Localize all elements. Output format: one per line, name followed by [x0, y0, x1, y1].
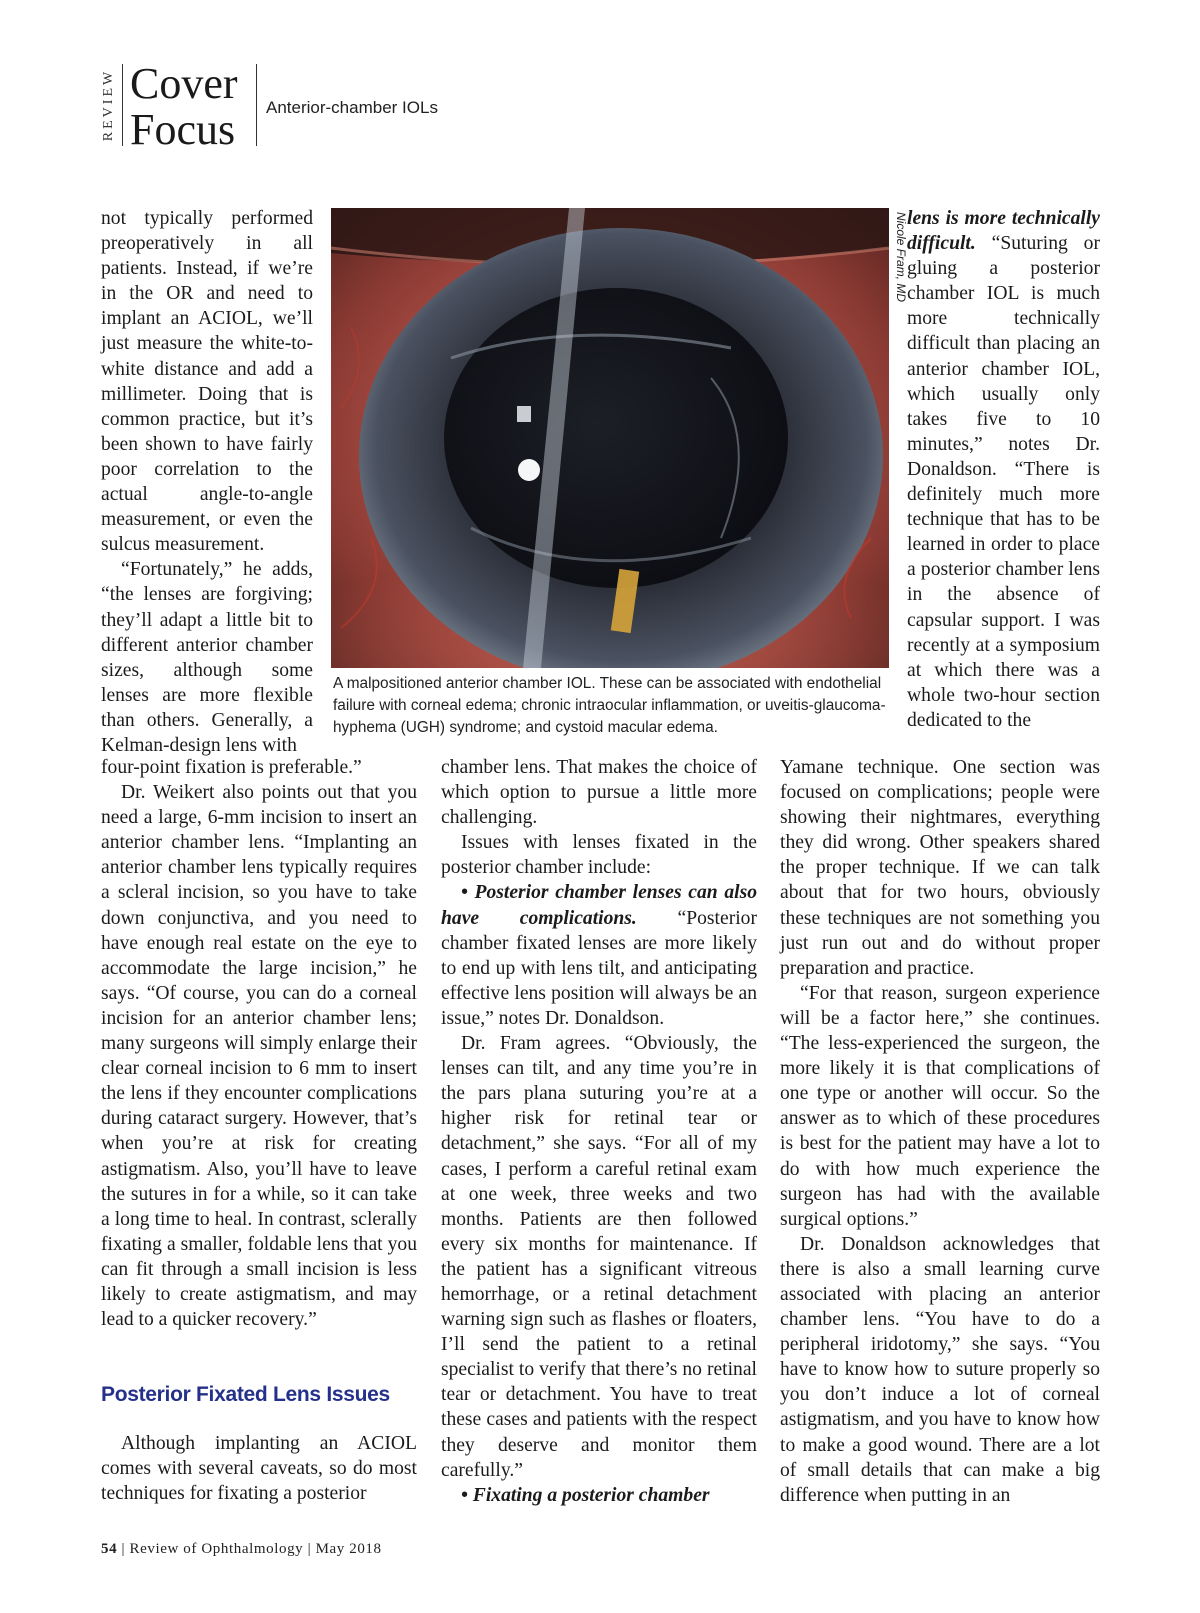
bullet-paragraph — [441, 1483, 757, 1508]
header-divider-left — [122, 64, 123, 146]
header-divider-right — [256, 64, 257, 146]
paragraph: four-point fixation is preferable.” — [101, 757, 362, 778]
paragraph: chamber lens. That makes the choice of which option to pursue a little more challenging. — [441, 757, 757, 829]
bullet-heading: • Fixating a posterior chamber — [461, 1484, 710, 1506]
paragraph: Dr. Donaldson acknowledges that there is also a small learning curve associated with placing an anterior chamber lens. “You have to do a peripheral iridotomy,” she says. “You have to know how to suture properly so you don’t induce a lot of corneal astigmatism, and you have to know how to make a good wound. There are a lot of small details that can make a big difference when putting in an — [780, 1233, 1100, 1506]
paragraph: Although implanting an ACIOL comes with several caveats, so do most techniques for fixating a posterior — [101, 1433, 417, 1505]
cover-title: Cover — [130, 59, 238, 108]
column-3-main — [780, 755, 1100, 1508]
focus-title: Focus — [130, 105, 236, 154]
page-number: 54 — [101, 1541, 118, 1557]
bullet-heading: • Posterior chamber lenses can also have complications. — [441, 882, 757, 929]
eye-photo — [331, 208, 889, 668]
paragraph: Issues with lenses fixated in the posterior chamber include: — [441, 832, 757, 879]
section-label-text: REVIEW — [101, 68, 116, 142]
paragraph: Dr. Weikert also points out that you need a large, 6-mm incision to insert an anterior chamber lens. “Implanting an anterior chamber lens typically requires a scleral incision, so you have to take down conjunctiva, and you need to have enough real estate on the eye to accommodate the large incision,” he says. “Of course, you can do a corneal incision for an anterior chamber lens; many surgeons will simply enlarge their clear corneal incision to 6 mm to insert the lens if they encounter complications during cataract surgery. However, that’s when you’re at risk for creating astigmatism. Also, you’ll have to leave the sutures in for a while, so it can take a long time to heal. In contrast, sclerally fixating a smaller, foldable lens that you can fit through a small incision is less likely to create astigmatism, and may lead to a quicker recovery.” — [101, 782, 417, 1331]
photo-credit — [894, 208, 908, 306]
bullet-heading: lens is more technically difficult. — [907, 208, 1100, 255]
bullet-paragraph — [907, 206, 1100, 733]
paragraph: “For that reason, surgeon experience will be a factor here,” she continues. “The less-experienced the surgeon, the more likely it is that complications of one type or another will occur. So the answer as to which of these procedures is best for the patient may have a lot to do with how much experience the surgeon has had with the available surgical options.” — [780, 982, 1100, 1230]
paragraph: not typically performed preoperatively in all patients. Instead, if we’re in the OR and need to implant an ACIOL, we’ll just measure the white-to-white distance and add a millimeter. Doing that is common practice, but it’s been shown to have fairly poor correlation to the actual angle-to-angle measurement, or even the sulcus measurement. — [101, 208, 313, 556]
paragraph: Dr. Fram agrees. “Obviously, the lenses can tilt, and any time you’re in the pars plana suturing you’re at a higher risk for retinal tear or detachment,” she says. “For all of my cases, I perform a careful retinal exam at one week, three weeks and two months. Patients are then followed every six months for maintenance. If the patient has a significant vitreous hemorrhage, or a retinal detachment warning sign such as flashes or floaters, I’ll send the patient to a retinal specialist to verify that there’s no retinal tear or detachment. You have to treat these cases and patients with the respect they deserve and monitor them carefully.” — [441, 1033, 757, 1481]
column-1-main — [101, 755, 417, 1332]
column-1-top — [101, 206, 313, 758]
eye-illustration — [331, 208, 889, 668]
column-2 — [441, 755, 757, 1508]
bullet-paragraph — [441, 880, 757, 1031]
photo-credit-text: Nicole Fram, MD — [894, 211, 908, 303]
column-3-top — [907, 206, 1100, 733]
section-heading: Posterior Fixated Lens Issues — [101, 1383, 390, 1406]
figure-caption: A malpositioned anterior chamber IOL. These can be associated with endothelial failure with corneal edema; chronic intraocular inflammation, or uveitis-glaucoma-hyphema (UGH) syndrome; and cystoid macular edema. — [333, 675, 886, 736]
bullet-body: “Suturing or gluing a posterior chamber IOL is much more technically difficult than placing an anterior chamber IOL, which usually only takes five to 10 minutes,” notes Dr. Donaldson. “There is definitely much more technique that has to be learned in order to place a posterior chamber lens in the absence of capsular support. I was recently at a symposium at which there was a whole two-hour section dedicated to the — [907, 233, 1100, 731]
section-label-review — [98, 64, 120, 146]
bullet-body: “Posterior chamber fixated lenses are more likely to end up with lens tilt, and anticipating effective lens position will always be an issue,” notes Dr. Donaldson. — [441, 907, 757, 1029]
section-topic: Anterior-chamber IOLs — [266, 98, 438, 117]
page-footer — [101, 1541, 382, 1558]
paragraph: “Fortunately,” he adds, “the lenses are forgiving; they’ll adapt a little bit to different anterior chamber sizes, although some lenses are more flexible than others. Generally, a Kelman-design lens with — [101, 559, 313, 756]
publication-info: | Review of Ophthalmology | May 2018 — [117, 1541, 382, 1557]
column-1-bottom — [101, 1431, 417, 1506]
paragraph: Yamane technique. One section was focused on complications; people were showing their nightmares, everything they did wrong. Other speakers shared the proper technique. If we can talk about that for two hours, obviously these techniques are not something you just run out and do without proper preparation and practice. — [780, 757, 1100, 979]
